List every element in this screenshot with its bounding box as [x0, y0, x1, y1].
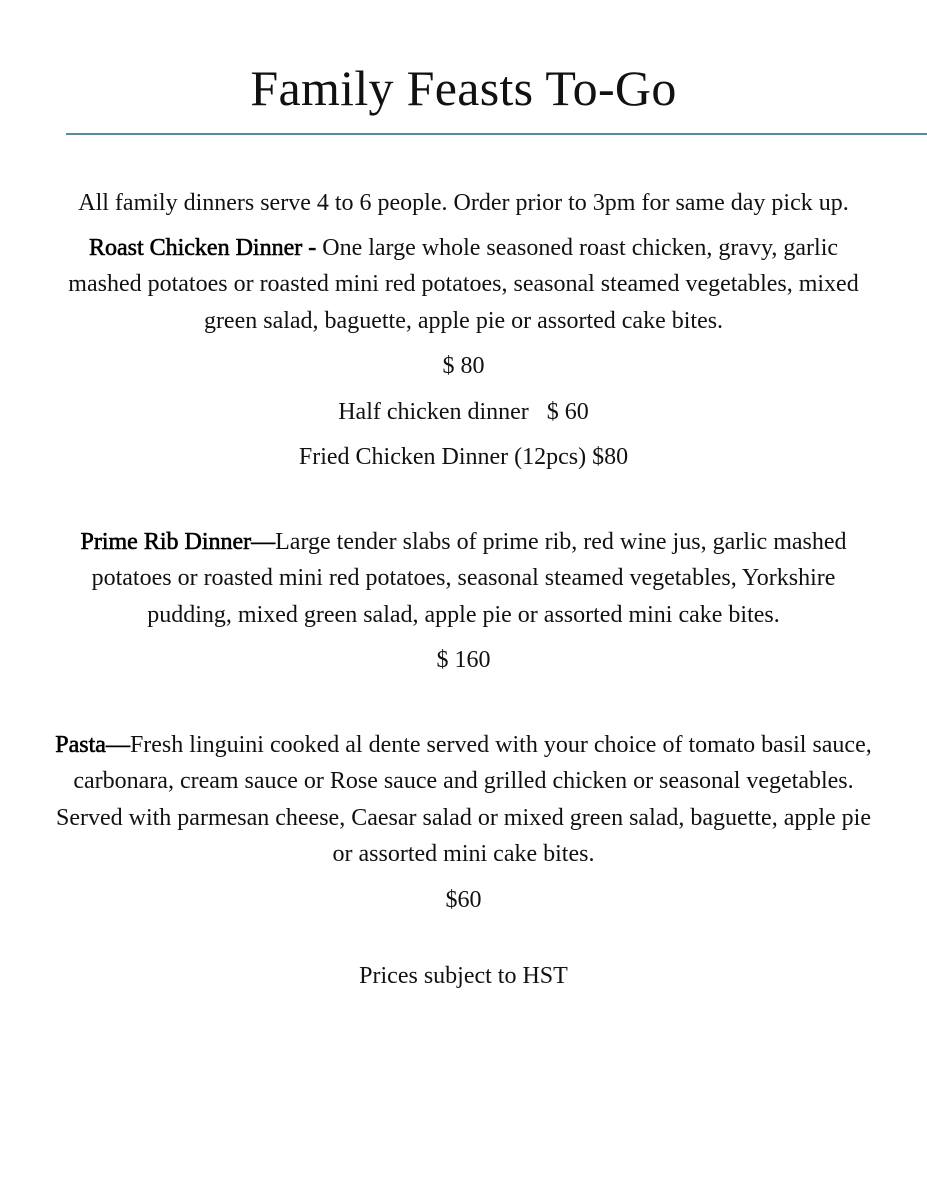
intro-text: All family dinners serve 4 to 6 people. Order prior to 3pm for same day pick up. [78, 190, 849, 216]
item-description: Large tender slabs of prime rib, red wine jus, garlic mashed potatoes or roasted mini red potatoes, seasonal steamed vegetables, Yorkshire pudding, mixed green salad, apple pie or assorted mini cake bites. [91, 528, 847, 628]
item-price: $ 160 [436, 647, 491, 673]
item-name: Prime Rib Dinner [80, 528, 252, 555]
item-separator: — [251, 528, 276, 555]
menu-item-roast-chicken [54, 230, 874, 340]
item-extra-half-chicken: Half chicken dinner $ 60 [338, 398, 589, 425]
item-description: Fresh linguini cooked al dente served with your choice of tomato basil sauce, carbonara, cream sauce or Rose sauce and grilled chicken or seasonal vegetables. Served with parmesan cheese, Caesar salad or mixed green salad, baguette, apple pie or assorted mini cake bites. [55, 731, 872, 867]
item-name: Roast Chicken Dinner [88, 234, 303, 261]
item-description: One large whole seasoned roast chicken, gravy, garlic mashed potatoes or roasted mini red potatoes, seasonal steamed vegetables, mixed green salad, baguette, apple pie or assorted cake bites. [68, 234, 859, 334]
menu-content [0, 185, 927, 995]
item-separator: - [302, 234, 323, 261]
menu-item-pasta [49, 727, 879, 873]
spacer [0, 679, 927, 719]
item-separator: — [105, 731, 130, 758]
title-divider [66, 133, 927, 135]
item-price: $ 80 [442, 353, 485, 379]
page-title: Family Feasts To-Go [250, 60, 677, 116]
item-name: Pasta [55, 731, 106, 758]
spacer [0, 918, 927, 958]
item-extra-fried-chicken: Fried Chicken Dinner (12pcs) $80 [298, 444, 629, 470]
footer-note: Prices subject to HST [359, 963, 568, 989]
item-price: $60 [445, 886, 482, 913]
spacer [0, 476, 927, 516]
menu-item-prime-rib [54, 524, 874, 634]
